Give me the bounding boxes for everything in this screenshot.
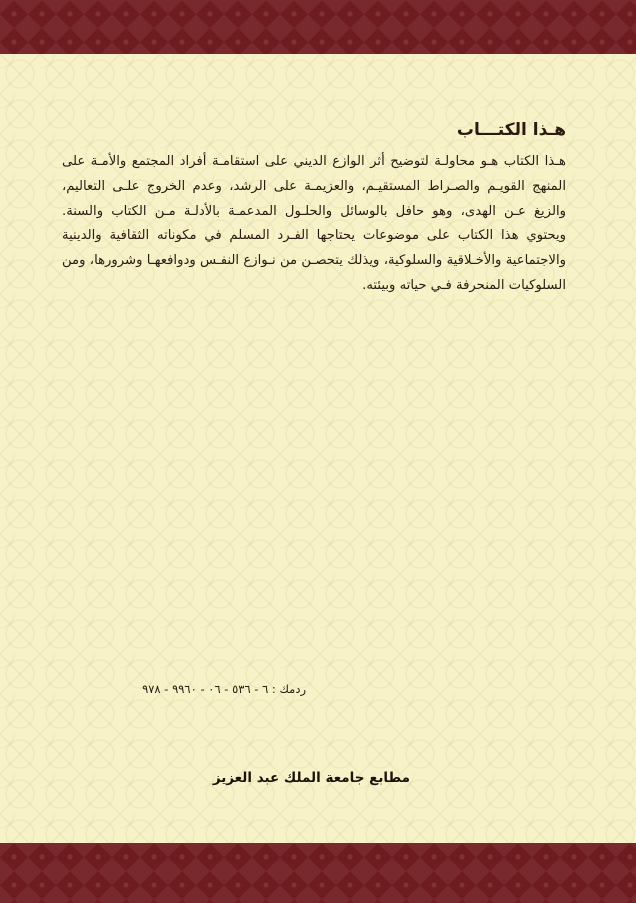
about-book-section — [62, 120, 566, 299]
book-description: هـذا الكتاب هـو محاولـة لتوضيح أثر الوازع الديني على استقامـة أفراد المجتمع والأمـة على المنهج القويـم والصـراط المستقيـم، والعزيمـة على الرشد، وعدم الخروج علـى التعاليم، والزيغ عـن الهدى، وهو حافل بالوسائل والحلـول المدعمـة بالأدلـة مـن الكتاب والسنة. ويحتوي هذا الكتاب على موضوعات يحتاجها الفـرد المسلم في مكوناته الثقافية والدينية والاجتماعية والأخـلاقية والسلوكية، ويذلك يتحصـن من نـوازع النفـس ودوافعهـا وشرورها، ومن السلوكيات المنحرفة فـي حياته وبيئته. — [62, 154, 566, 293]
isbn-line: ردمك : ٦ - ٥٣٦ - ٠٦ - ٩٩٦٠ - ٩٧٨ — [142, 682, 306, 696]
bottom-ornamental-band — [0, 843, 636, 903]
section-heading: هـذا الكتـــاب — [456, 120, 566, 140]
top-ornamental-band — [0, 0, 636, 54]
publisher-imprint: مطابع جامعة الملك عبد العزيز — [212, 770, 410, 786]
